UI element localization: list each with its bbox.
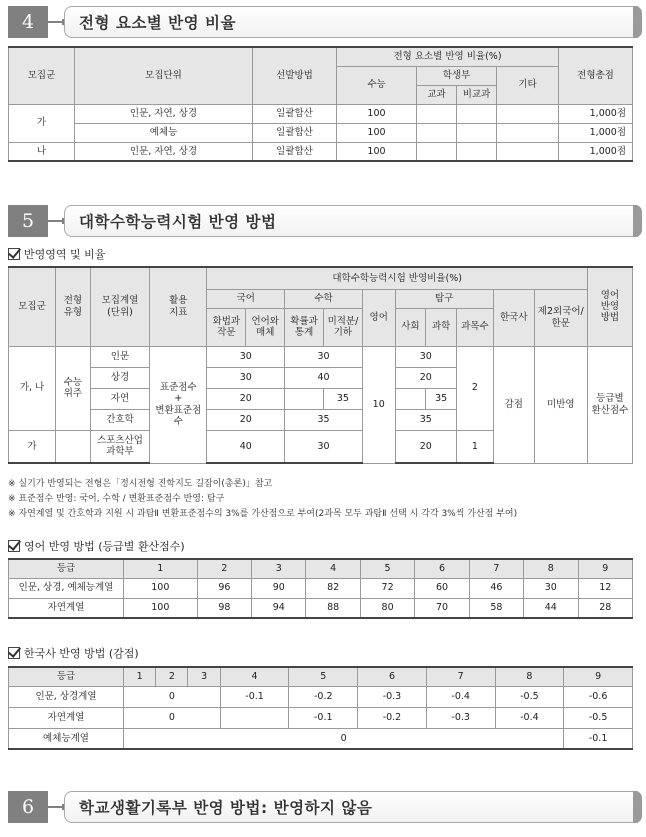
cell: -0.2 (358, 707, 427, 728)
cell-korean: 20 (207, 409, 285, 430)
th-bigyogwa: 비교과 (457, 85, 497, 104)
th-group: 모집군 (9, 267, 56, 346)
cell: -0.1 (220, 686, 289, 707)
cell: 0 (124, 707, 221, 728)
th-tamgu: 탐구 (395, 289, 493, 308)
checkbox-icon (8, 248, 20, 260)
th-school: 학생부 (417, 66, 497, 85)
th-grade-num: 8 (495, 667, 564, 686)
suneung-table (8, 266, 633, 464)
note: ※ 실기가 반영되는 전형은「정시전형 진학지도 길잡이(총론)」참고 (8, 479, 273, 489)
cell-total: 1,000점 (559, 123, 633, 142)
cell-group: 나 (9, 142, 75, 161)
cell-math: 40 (285, 367, 363, 388)
caption-text: 한국사 반영 방법 (감점) (24, 647, 139, 660)
checkbox-icon (8, 540, 20, 552)
cell-lang2: 미반영 (534, 346, 587, 463)
cell-korean: 30 (207, 367, 285, 388)
row-label: 예체능계열 (9, 728, 124, 749)
cell-type: 수능 위주 (56, 346, 91, 430)
caption-english (8, 538, 185, 554)
th-etc: 기타 (497, 66, 559, 104)
cell-math: 35 (285, 409, 363, 430)
section-number: 5 (8, 205, 48, 237)
cell-count: 1 (456, 430, 493, 463)
th-suneung: 수능 (337, 66, 417, 104)
cell-math: 30 (285, 430, 363, 463)
th-science: 과학 (426, 308, 457, 346)
cell-tamgu: 30 (395, 346, 456, 367)
cell-tamgu: 20 (395, 367, 456, 388)
cell: -0.3 (426, 707, 495, 728)
cell-suneung: 100 (337, 142, 417, 161)
th-method: 선발방법 (253, 47, 337, 104)
cell: 94 (252, 598, 306, 618)
section-6-header (8, 791, 638, 823)
cell: 0 (124, 686, 221, 707)
cell-unit: 인문, 자연, 상경 (75, 142, 253, 161)
th-ratio: 대학수학능력시험 반영비율(%) (207, 267, 587, 289)
cell: -0.5 (495, 686, 564, 707)
cell: -0.6 (564, 686, 633, 707)
section-title: 대학수학능력시험 반영 방법 (64, 205, 638, 237)
th-grade-num: 5 (360, 559, 414, 578)
cell-tamgu: 35 (426, 388, 457, 409)
connector (48, 220, 64, 222)
th-grade-num: 2 (156, 667, 188, 686)
cell-unit: 간호학 (90, 409, 149, 430)
caption-history (8, 645, 139, 661)
cell: 100 (124, 598, 198, 618)
cell: 90 (252, 578, 306, 598)
cell: 98 (197, 598, 251, 618)
th-math: 수학 (285, 289, 363, 308)
caption-text: 영어 반영 방법 (등급별 환산점수) (24, 540, 185, 553)
cell: -0.4 (495, 707, 564, 728)
th-social: 사회 (395, 308, 426, 346)
cell-korean: 20 (207, 388, 285, 409)
cell-unit: 예체능 (75, 123, 253, 142)
th-grade-num: 4 (306, 559, 360, 578)
cell: -0.1 (289, 707, 358, 728)
th-grade-num: 9 (564, 667, 633, 686)
th-grade-num: 1 (124, 559, 198, 578)
caption-text: 반영영역 및 비율 (24, 248, 106, 261)
cell-math: 30 (285, 346, 363, 367)
th-index: 활용 지표 (150, 267, 207, 346)
th-grade: 등급 (9, 667, 124, 686)
cell-tamgu: 35 (395, 409, 456, 430)
th-grade-num: 2 (197, 559, 251, 578)
th-grade-num: 4 (220, 667, 289, 686)
th-grade-num: 3 (252, 559, 306, 578)
cell-korean: 30 (207, 346, 285, 367)
th-grade-num: 6 (415, 559, 469, 578)
cell-tamgu: 20 (395, 430, 456, 463)
cell: 30 (524, 578, 578, 598)
cell: 70 (415, 598, 469, 618)
history-grade-table (8, 666, 633, 750)
cell: -0.2 (289, 686, 358, 707)
th-grade-num: 3 (188, 667, 220, 686)
cell: 44 (524, 598, 578, 618)
th-grade-num: 6 (358, 667, 427, 686)
cell-group: 가, 나 (9, 346, 56, 430)
th-group: 모집군 (9, 47, 75, 104)
th-type: 전형 유형 (56, 267, 91, 346)
cell: 46 (469, 578, 523, 598)
cell: 88 (306, 598, 360, 618)
th-korean: 국어 (207, 289, 285, 308)
section-5-header (8, 205, 638, 237)
caption-area-ratio (8, 246, 105, 262)
th-grade-num: 1 (124, 667, 156, 686)
th-gyogwa: 교과 (417, 85, 457, 104)
cell-english: 10 (362, 346, 395, 463)
cell-total: 1,000점 (559, 104, 633, 123)
checkbox-icon (8, 647, 20, 659)
section-number: 6 (8, 791, 48, 823)
th-grade-num: 7 (469, 559, 523, 578)
row-label: 자연계열 (9, 598, 124, 618)
cell-unit: 스포츠산업 과학부 (90, 430, 149, 463)
cell: 100 (124, 578, 198, 598)
cell-eng-method: 등급별 환산점수 (587, 346, 632, 463)
cell: -0.1 (564, 728, 633, 749)
th-history: 한국사 (493, 289, 534, 346)
cell: 28 (578, 598, 633, 618)
note: ※ 표준점수 반영: 국어, 수학 / 변환표준점수 반영: 탐구 (8, 494, 225, 504)
th-total: 전형총점 (559, 47, 633, 104)
cell-unit: 인문, 자연, 상경 (75, 104, 253, 123)
note: ※ 자연계열 및 간호학과 지원 시 과탐Ⅱ 변환표준점수의 3%를 가산점으로 부여(2과목 모두 과탐Ⅱ 선택 시 각각 3%씩 가산점 부여) (8, 509, 518, 519)
cell-unit: 자연 (90, 388, 149, 409)
cell-history: 감점 (493, 346, 534, 463)
cell-group: 가 (9, 430, 56, 463)
cell: 72 (360, 578, 414, 598)
th-eng-method: 영어 반영 방법 (587, 267, 632, 346)
cell: -0.4 (426, 686, 495, 707)
cell-suneung: 100 (337, 104, 417, 123)
th-grade-num: 8 (524, 559, 578, 578)
th-unit: 모집단위 (75, 47, 253, 104)
row-label: 인문, 상경, 예체능계열 (9, 578, 124, 598)
cell-unit: 상경 (90, 367, 149, 388)
cell-total: 1,000점 (559, 142, 633, 161)
cell-suneung: 100 (337, 123, 417, 142)
cell: 82 (306, 578, 360, 598)
cell: 96 (197, 578, 251, 598)
cell-korean: 40 (207, 430, 285, 463)
section-4-header (8, 6, 638, 38)
cell-math: 35 (324, 388, 363, 409)
section-title: 전형 요소별 반영 비율 (64, 6, 638, 38)
th-grade-num: 7 (426, 667, 495, 686)
cell-count: 2 (456, 346, 493, 430)
th-math1: 확률과 통계 (285, 308, 324, 346)
row-label: 자연계열 (9, 707, 124, 728)
th-kor1: 화법과 작문 (207, 308, 246, 346)
th-count: 과목수 (456, 308, 493, 346)
cell: 12 (578, 578, 633, 598)
th-grade: 등급 (9, 559, 124, 578)
th-grade-num: 9 (578, 559, 633, 578)
cell-group: 가 (9, 104, 75, 142)
connector (48, 21, 64, 23)
th-lang2: 제2외국어/ 한문 (534, 289, 587, 346)
cell: -0.3 (358, 686, 427, 707)
th-ratio: 전형 요소별 반영 비율(%) (337, 47, 559, 66)
cell-method: 일괄합산 (253, 104, 337, 123)
cell-unit: 인문 (90, 346, 149, 367)
english-grade-table (8, 558, 633, 619)
cell: 80 (360, 598, 414, 618)
connector (48, 806, 64, 808)
cell-method: 일괄합산 (253, 142, 337, 161)
row-label: 인문, 상경계열 (9, 686, 124, 707)
cell: 60 (415, 578, 469, 598)
th-math2: 미적분/ 기하 (324, 308, 363, 346)
th-english: 영어 (362, 289, 395, 346)
cell: -0.5 (564, 707, 633, 728)
ratio-table (8, 46, 633, 162)
th-unit: 모집계열 (단위) (90, 267, 149, 346)
cell: 58 (469, 598, 523, 618)
cell-method: 일괄합산 (253, 123, 337, 142)
th-grade-num: 5 (289, 667, 358, 686)
cell-index: 표준점수 + 변환표준점수 (150, 346, 207, 463)
th-kor2: 언어와 매체 (246, 308, 285, 346)
cell: 0 (124, 728, 564, 749)
section-number: 4 (8, 6, 48, 38)
section-title: 학교생활기록부 반영 방법: 반영하지 않음 (64, 791, 638, 823)
